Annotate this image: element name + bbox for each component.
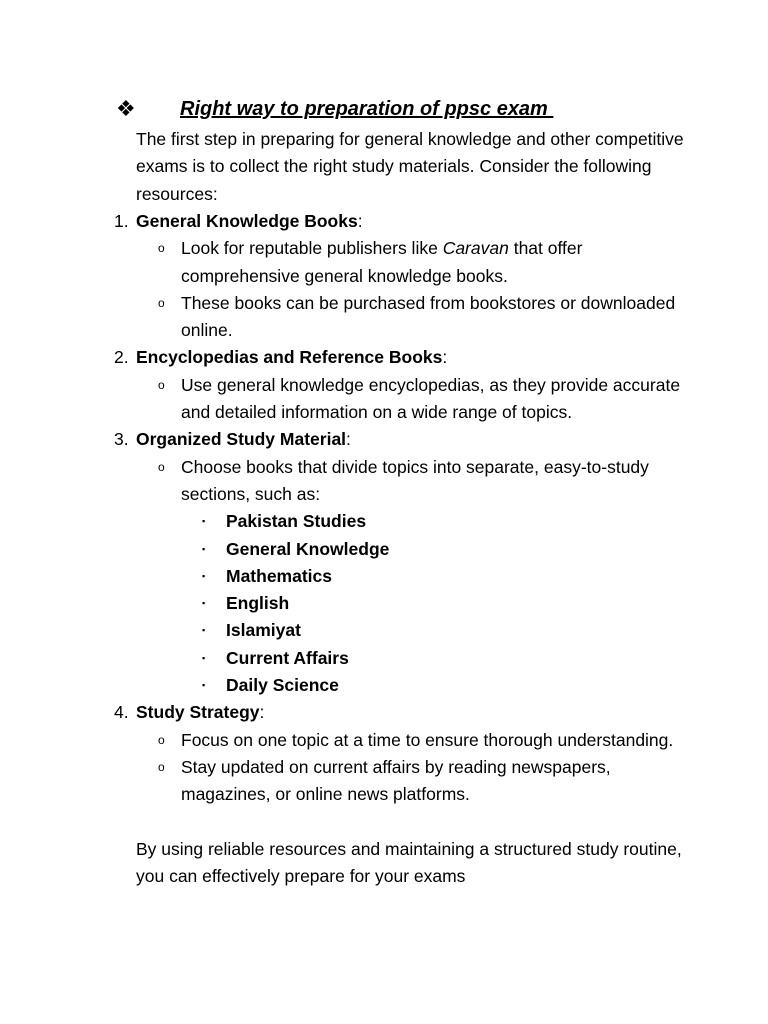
topic-label: English bbox=[226, 593, 290, 614]
circle-bullet-icon: o bbox=[158, 459, 165, 474]
sub-item-text: Use general knowledge encyclopedias, as they provide accurate and detailed information on a wide range of topics. bbox=[181, 374, 681, 423]
heading-bold: Organized Study Material bbox=[136, 429, 347, 450]
topic-item bbox=[0, 508, 768, 535]
topic-item bbox=[0, 536, 768, 563]
sub-item-text bbox=[181, 235, 681, 290]
topic-label: Pakistan Studies bbox=[226, 511, 367, 532]
heading-colon: : bbox=[442, 347, 448, 368]
square-bullet-icon: ▪ bbox=[202, 652, 206, 663]
topic-label: General Knowledge bbox=[226, 538, 390, 559]
sub-item-text: These books can be purchased from bookstores or downloaded online. bbox=[181, 292, 676, 341]
square-bullet-icon: ▪ bbox=[202, 516, 206, 527]
list-number: 4. bbox=[114, 702, 129, 723]
sub-item-text: Focus on one topic at a time to ensure thorough understanding. bbox=[181, 729, 674, 750]
sub-item bbox=[0, 454, 768, 509]
list-item bbox=[0, 426, 768, 699]
square-bullet-icon: ▪ bbox=[202, 680, 206, 691]
topic-item bbox=[0, 672, 768, 699]
list-item-heading bbox=[136, 699, 768, 726]
list-number: 2. bbox=[114, 347, 129, 368]
list-item-heading bbox=[136, 208, 768, 235]
heading-colon: : bbox=[346, 429, 351, 450]
square-bullet-icon: ▪ bbox=[202, 570, 206, 581]
heading-bold: Study Strategy bbox=[136, 702, 260, 723]
sub-item-text: Choose books that divide topics into separate, easy-to-study sections, such as: bbox=[181, 456, 649, 504]
square-bullet-icon: ▪ bbox=[202, 598, 206, 609]
list-number: 3. bbox=[114, 429, 129, 450]
numbered-list bbox=[0, 208, 768, 809]
page-title: Right way to preparation of ppsc exam bbox=[180, 98, 554, 120]
diamond-bullet-icon: ❖ bbox=[116, 96, 136, 121]
sub-text-italic: Caravan bbox=[442, 238, 509, 259]
topic-item bbox=[0, 590, 768, 617]
circle-bullet-icon: o bbox=[158, 241, 165, 256]
square-bullet-icon: ▪ bbox=[202, 625, 206, 636]
sub-item bbox=[0, 290, 768, 345]
sub-text-part: Look for reputable publishers like bbox=[181, 238, 443, 259]
heading-colon: : bbox=[357, 211, 363, 231]
intro-paragraph: The first step in preparing for general knowledge and other competitive exams is to collect the right study materials. Consider the following resources: bbox=[136, 129, 684, 204]
list-number: 1. bbox=[114, 211, 129, 231]
topic-label: Islamiyat bbox=[226, 620, 301, 641]
list-item bbox=[0, 208, 768, 344]
closing-paragraph: By using reliable resources and maintaining a structured study routine, you can effectively prepare for your exams bbox=[136, 839, 682, 887]
topic-label: Daily Science bbox=[226, 675, 339, 696]
circle-bullet-icon: o bbox=[158, 377, 165, 392]
topic-label: Mathematics bbox=[226, 565, 333, 586]
sub-item bbox=[0, 754, 768, 809]
title-row bbox=[116, 94, 716, 124]
heading-bold: Encyclopedias and Reference Books bbox=[136, 347, 443, 368]
circle-bullet-icon: o bbox=[158, 732, 165, 747]
list-item-heading bbox=[136, 344, 768, 371]
circle-bullet-icon: o bbox=[158, 759, 165, 774]
topic-label: Current Affairs bbox=[226, 647, 349, 668]
sub-item bbox=[0, 727, 768, 754]
topic-item bbox=[0, 645, 768, 672]
list-item bbox=[0, 344, 768, 426]
square-bullet-icon: ▪ bbox=[202, 543, 206, 554]
sub-item bbox=[0, 372, 768, 427]
heading-bold: General Knowledge Books bbox=[136, 211, 358, 231]
sub-text-part: that offer comprehensive general knowledge books. bbox=[181, 238, 583, 286]
sub-item-text: Stay updated on current affairs by reading newspapers, magazines, or online news platforms. bbox=[181, 756, 611, 805]
sub-item bbox=[0, 235, 768, 290]
list-item-heading bbox=[136, 426, 768, 453]
list-item bbox=[0, 699, 768, 808]
circle-bullet-icon: o bbox=[158, 295, 165, 310]
topic-item bbox=[0, 617, 768, 644]
heading-colon: : bbox=[259, 702, 265, 723]
topic-item bbox=[0, 563, 768, 590]
